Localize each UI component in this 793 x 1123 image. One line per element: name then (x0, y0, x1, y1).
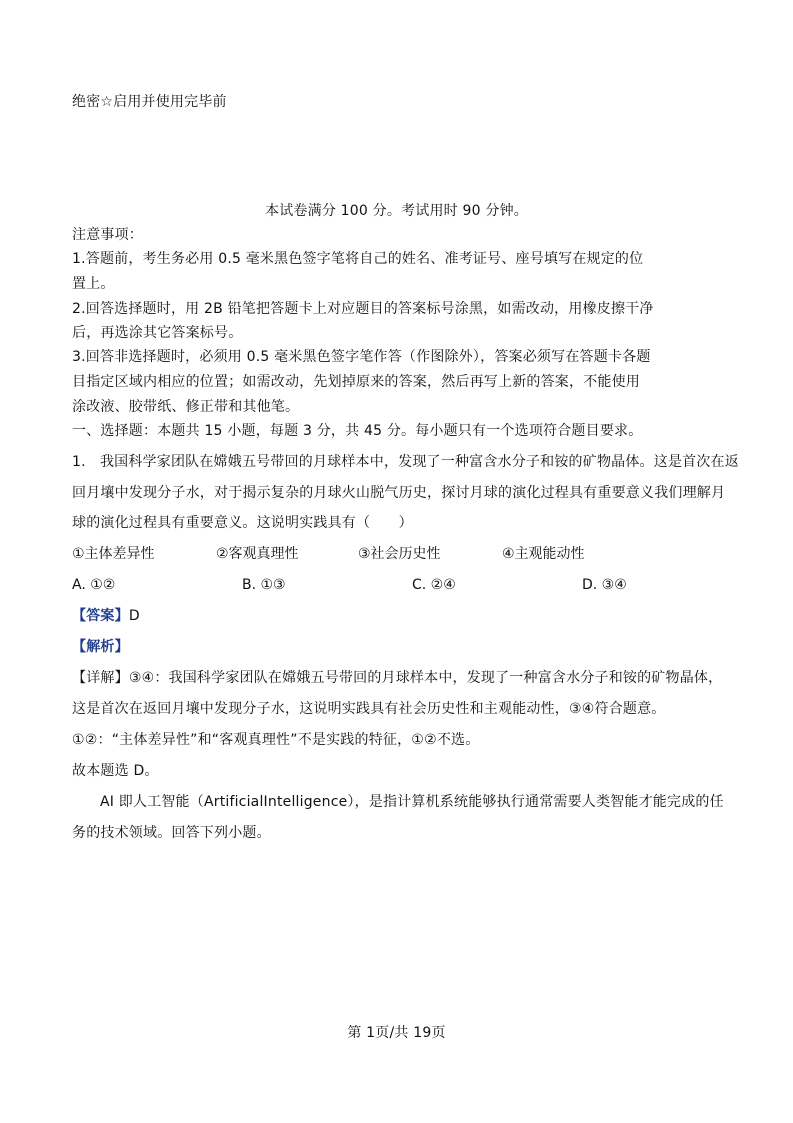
passage-line: 务的技术领域。回答下列小题。 (72, 825, 271, 841)
detail-line (72, 669, 722, 687)
statement-4: ④主观能动性 (502, 546, 585, 562)
question-1-line: 1. 我国科学家团队在嫦娥五号带回的月球样本中，发现了一种富含水分子和铵的矿物晶体。这是首次在返 (72, 454, 739, 470)
notice-line: 涂改液、胶带纸、修正带和其他笔。 (72, 399, 300, 415)
notice-line: 3.回答非选择题时，必须用 0.5 毫米黑色签字笔作答（作图除外），答案必须写在答题卡各题 (72, 349, 651, 365)
detail-line: 故本题选 D。 (72, 763, 159, 779)
detail-text: ③④：我国科学家团队在嫦娥五号带回的月球样本中，发现了一种富含水分子和铵的矿物晶体， (128, 670, 723, 686)
answer-label: 【答案】 (72, 608, 129, 624)
option-d: D. ③④ (582, 577, 627, 593)
analysis-row (72, 638, 129, 656)
option-c: C. ②④ (412, 577, 456, 593)
statement-2: ②客观真理性 (216, 546, 299, 562)
page-indicator: 第 1页/共 19页 (347, 1025, 446, 1041)
detail-line: 这是首次在返回月壤中发现分子水，这说明实践具有社会历史性和主观能动性，③④符合题意。 (72, 701, 666, 717)
detail-label: 【详解】 (72, 670, 129, 686)
notice-line: 1.答题前，考生务必用 0.5 毫米黑色签字笔将自己的姓名、准考证号、座号填写在规定的位 (72, 251, 644, 267)
notice-line: 2.回答选择题时，用 2B 铅笔把答题卡上对应题目的答案标号涂黑，如需改动，用橡皮擦干净 (72, 301, 654, 317)
question-1-line: 回月壤中发现分子水，对于揭示复杂的月球火山脱气历史，探讨月球的演化过程具有重要意义我们理解月 (72, 485, 726, 501)
answer-row (72, 607, 140, 625)
analysis-label: 【解析】 (72, 639, 129, 655)
notice-line: 目指定区域内相应的位置；如需改动，先划掉原来的答案，然后再写上新的答案，不能使用 (72, 374, 640, 390)
answer-value: D (128, 608, 140, 624)
option-a: A. ①② (72, 577, 116, 593)
exam-info: 本试卷满分 100 分。考试用时 90 分钟。 (265, 203, 528, 219)
secret-mark: 绝密☆启用并使用完毕前 (72, 94, 227, 110)
passage-line: AI 即人工智能（ArtificialIntelligence），是指计算机系统能够执行通常需要人类智能才能完成的任 (100, 794, 724, 810)
option-b: B. ①③ (242, 577, 286, 593)
question-1-line: 球的演化过程具有重要意义。这说明实践具有（ ） (72, 515, 413, 531)
notice-line: 后，再选涂其它答案标号。 (72, 325, 243, 341)
section-title: 一、选择题：本题共 15 小题，每题 3 分，共 45 分。每小题只有一个选项符合题目要求。 (72, 423, 643, 439)
statement-3: ③社会历史性 (358, 546, 441, 562)
notice-title: 注意事项： (72, 227, 143, 243)
notice-line: 置上。 (72, 276, 115, 292)
detail-line: ①②：“主体差异性”和“客观真理性”不是实践的特征，①②不选。 (72, 732, 480, 748)
statement-1: ①主体差异性 (72, 546, 155, 562)
